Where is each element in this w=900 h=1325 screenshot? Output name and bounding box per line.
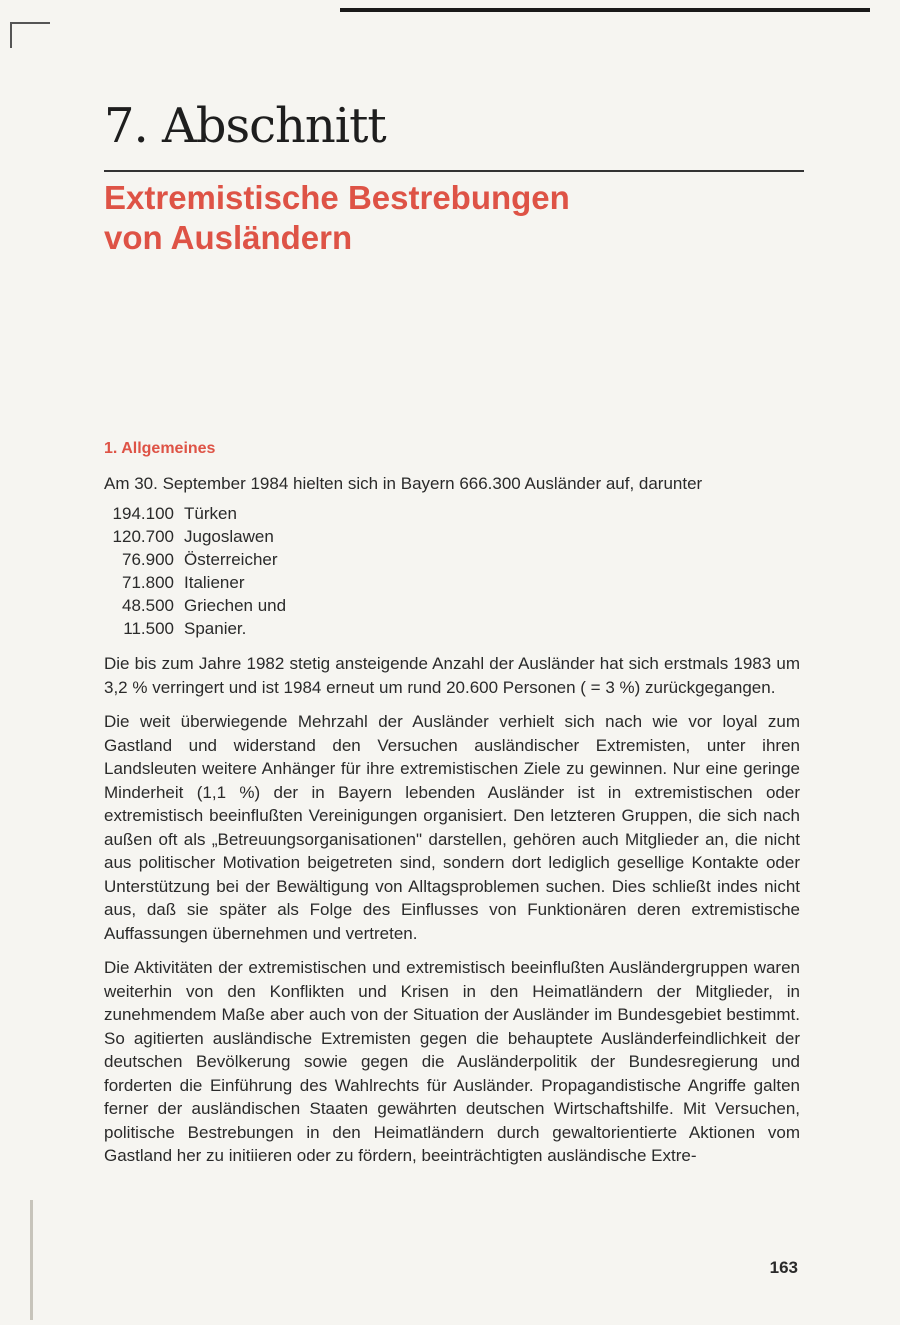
chapter-title-line-1: Extremistische Bestrebungen [104, 179, 570, 216]
stats-row [104, 594, 286, 617]
scan-artifact-corner [10, 22, 50, 24]
stats-value: 48.500 [122, 596, 174, 615]
paragraph: Die weit überwiegende Mehrzahl der Ausländer verhielt sich nach wie vor loyal zum Gastland und widerstand den Versuchen ausländischer Extremisten, unter ihren Landsleuten weitere Anhänger für ihre extremistischen Ziele zu gewinnen. Nur eine geringe Minderheit (1,1 %) der in Bayern lebenden Ausländer ist in extremistischen oder extremistisch beeinflußten Vereinigungen organisiert. Den letzteren Gruppen, die sich nach außen oft als „Betreuungsorganisationen" darstellen, gehören auch Mitglieder an, die nicht aus politischer Motivation beigetreten sind, sondern dort lediglich gesellige Kontakte oder Unterstützung bei der Bewältigung von Alltagsproblemen suchen. Dies schließt indes nicht aus, daß sie später als Folge des Einflusses von Funktionären deren extremistische Auffassungen übernehmen und vertreten. [104, 712, 800, 943]
body-text [104, 652, 800, 1179]
stats-value: 76.900 [122, 550, 174, 569]
stats-label: Spanier. [184, 619, 247, 638]
stats-row [104, 525, 286, 548]
chapter-number-title: 7. Abschnitt [104, 98, 386, 154]
stats-label: Türken [184, 504, 237, 523]
stats-value: 194.100 [112, 504, 174, 523]
stats-label: Italiener [184, 573, 245, 592]
stats-label: Österreicher [184, 550, 278, 569]
stats-row [104, 502, 286, 525]
stats-row [104, 571, 286, 594]
paragraph: Die Aktivitäten der extremistischen und extremistisch beeinflußten Ausländergruppen waren weiterhin von den Konflikten und Krisen in den Heimatländern der Mitglieder, in zunehmendem Maße aber auch von der Situation der Ausländer im Bundesgebiet bestimmt. So agitierten ausländische Extremisten gegen die behauptete Ausländerfeindlichkeit der deutschen Bevölkerung sowie gegen die Ausländerpolitik der Bundesregierung und forderten die Einführung des Wahlrechts für Ausländer. Propagandistische Angriffe galten ferner der ausländischen Staaten gewährten deutschen Wirtschaftshilfe. Mit Versuchen, politische Bestrebungen in den Heimatländern durch gewaltorientierte Aktionen vom Gastland her zu initiieren oder zu fördern, beeinträchtigten ausländische Extre- [104, 958, 800, 1165]
section-intro: Am 30. September 1984 hielten sich in Bayern 666.300 Ausländer auf, darunter [104, 474, 703, 493]
scan-artifact-left-edge [30, 1200, 33, 1320]
paragraph: Die bis zum Jahre 1982 stetig ansteigende Anzahl der Ausländer hat sich erstmals 1983 um 3,2 % verringert und ist 1984 erneut um rund 20.600 Personen ( = 3 %) zurückgegangen. [104, 654, 800, 697]
section-heading: 1. Allgemeines [104, 440, 216, 457]
chapter-title [104, 178, 570, 258]
chapter-divider [104, 170, 804, 172]
chapter-title-line-2: von Ausländern [104, 219, 353, 256]
scan-artifact-top-line [340, 8, 870, 12]
stats-row [104, 617, 286, 640]
stats-row [104, 548, 286, 571]
page-number: 163 [769, 1258, 798, 1277]
stats-label: Jugoslawen [184, 527, 274, 546]
scan-artifact-corner-vertical [10, 22, 12, 48]
population-stats-list [104, 502, 286, 640]
stats-value: 120.700 [112, 527, 174, 546]
stats-value: 11.500 [123, 619, 174, 638]
stats-value: 71.800 [122, 573, 174, 592]
stats-label: Griechen und [184, 596, 287, 615]
